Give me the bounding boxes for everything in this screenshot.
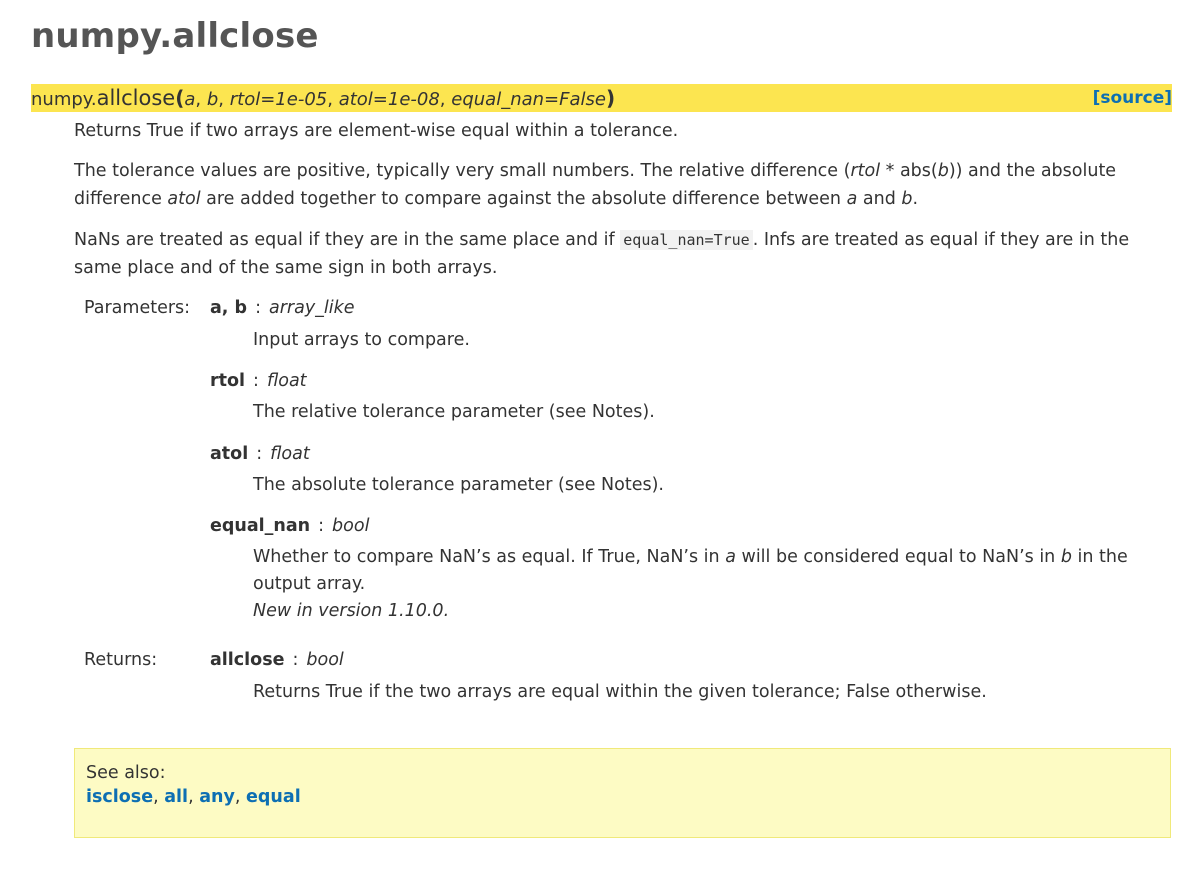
- param-atol: atol : float: [210, 444, 310, 464]
- signature-open-paren: (: [175, 86, 185, 110]
- description-tolerance: The tolerance values are positive, typically very small numbers. The relative difference (rtol * abs(b)) and the absolute difference atol are added together to compare against the absolute difference between a and b.: [74, 161, 1117, 209]
- param-rtol-desc: The relative tolerance parameter (see Notes).: [253, 402, 655, 422]
- function-signature: numpy.allclose(a, b, rtol=1e-05, atol=1e-08, equal_nan=False) [source]: [31, 86, 1172, 110]
- see-also-link-any[interactable]: any: [199, 787, 235, 807]
- summary-text: Returns True if two arrays are element-wise equal within a tolerance.: [74, 121, 679, 141]
- signature-arg-atol: atol=1e-08: [338, 89, 440, 110]
- signature-arg-rtol: rtol=1e-05: [229, 89, 328, 110]
- returns-label: Returns:: [84, 650, 158, 670]
- param-rtol: rtol : float: [210, 371, 307, 391]
- see-also-box: [74, 748, 1171, 838]
- signature-function-name: allclose: [96, 86, 176, 110]
- return-allclose: allclose : bool: [210, 650, 344, 670]
- param-atol-desc: The absolute tolerance parameter (see Notes).: [253, 475, 664, 495]
- page-title: numpy.allclose: [31, 16, 319, 56]
- return-desc: Returns True if the two arrays are equal within the given tolerance; False otherwise.: [253, 682, 987, 702]
- signature-arg-a: a: [184, 89, 196, 110]
- param-equal-nan-desc: Whether to compare NaN’s as equal. If True, NaN’s in a will be considered equal to NaN’s in b in the output array. New in version 1.10.0.: [253, 547, 1128, 621]
- param-equal-nan: equal_nan : bool: [210, 516, 370, 536]
- see-also-links: isclose, all, any, equal: [86, 787, 301, 807]
- param-a-b-desc: Input arrays to compare.: [253, 330, 470, 350]
- parameters-label: Parameters:: [84, 298, 191, 318]
- signature-arg-equal-nan: equal_nan=False: [451, 89, 606, 110]
- param-a-b: a, b : array_like: [210, 298, 355, 318]
- signature-close-paren: ): [605, 86, 616, 110]
- see-also-link-all[interactable]: all: [164, 787, 189, 807]
- signature-module: numpy.: [31, 89, 97, 110]
- see-also-link-equal[interactable]: equal: [246, 787, 301, 807]
- description-nan: NaNs are treated as equal if they are in the same place and if equal_nan=True . Infs are treated as equal if they are in the same place and of the same sign in both arrays.: [74, 230, 1130, 278]
- source-link[interactable]: [source]: [1092, 88, 1172, 108]
- signature-arg-b: b: [206, 89, 219, 110]
- version-note: New in version 1.10.0.: [253, 601, 450, 621]
- see-also-title: See also:: [86, 763, 166, 783]
- inline-code-equal-nan: equal_nan=True: [620, 230, 752, 250]
- see-also-link-isclose[interactable]: isclose: [86, 787, 154, 807]
